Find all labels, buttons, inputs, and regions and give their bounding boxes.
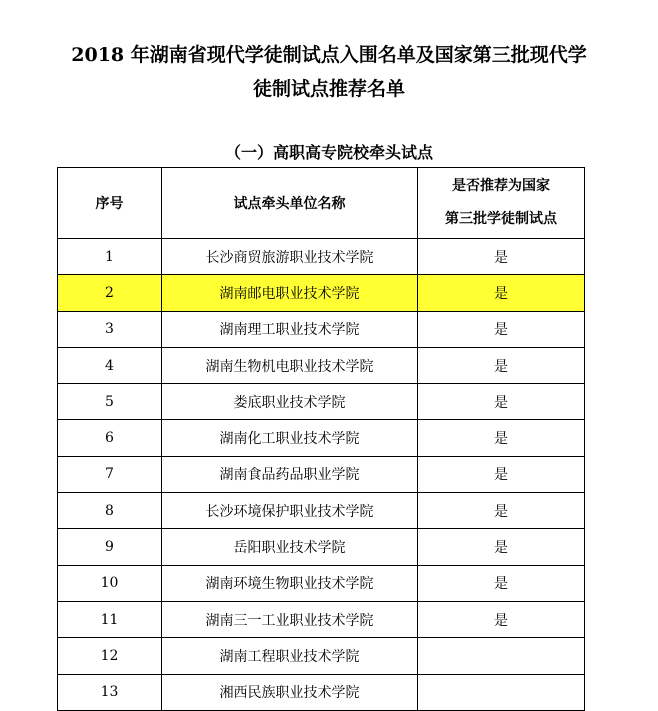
row-recommend-cell: 是 [418,275,585,311]
row-recommend-cell: 是 [418,384,585,420]
document-title [0,38,658,106]
row-name-cell: 娄底职业技术学院 [162,384,418,420]
table-row [58,347,585,383]
section-title: （一）高职高专院校牵头试点 [224,143,433,162]
table-row [58,529,585,565]
row-name-cell: 湘西民族职业技术学院 [162,674,418,710]
row-recommend-cell: 是 [418,493,585,529]
row-no-cell: 7 [58,456,162,492]
header-no: 序号 [58,168,162,239]
row-no-cell: 13 [58,674,162,710]
row-no-cell: 11 [58,601,162,637]
row-recommend-cell: 是 [418,347,585,383]
table-row [58,384,585,420]
row-recommend-cell: 是 [418,311,585,347]
table-body [58,239,585,711]
table-row [58,275,585,311]
row-name-cell: 湖南环境生物职业技术学院 [162,565,418,601]
row-recommend-cell: 是 [418,420,585,456]
table-row [58,311,585,347]
row-no-cell: 12 [58,638,162,674]
row-name-cell: 湖南工程职业技术学院 [162,638,418,674]
row-name-cell: 湖南理工职业技术学院 [162,311,418,347]
pilot-list-table [57,167,585,711]
row-recommend-cell [418,674,585,710]
row-name-cell: 湖南化工职业技术学院 [162,420,418,456]
row-name-cell: 长沙环境保护职业技术学院 [162,493,418,529]
table-row [58,239,585,275]
row-no-cell: 5 [58,384,162,420]
row-recommend-cell: 是 [418,601,585,637]
table-row [58,638,585,674]
header-recommend-line-2: 第三批学徒制试点 [445,211,557,227]
row-no-cell: 8 [58,493,162,529]
row-no-cell: 3 [58,311,162,347]
title-line-1: 2018 年湖南省现代学徒制试点入围名单及国家第三批现代学 [71,44,587,66]
table-header-row [58,168,585,239]
row-name-cell: 湖南邮电职业技术学院 [162,275,418,311]
row-no-cell: 6 [58,420,162,456]
title-line-2: 徒制试点推荐名单 [252,78,405,100]
row-recommend-cell [418,638,585,674]
row-no-cell: 2 [58,275,162,311]
row-no-cell: 10 [58,565,162,601]
row-name-cell: 湖南生物机电职业技术学院 [162,347,418,383]
row-recommend-cell: 是 [418,529,585,565]
table-row [58,420,585,456]
row-name-cell: 长沙商贸旅游职业技术学院 [162,239,418,275]
header-recommend [418,168,585,239]
table-row [58,565,585,601]
table-row [58,601,585,637]
row-name-cell: 岳阳职业技术学院 [162,529,418,565]
row-recommend-cell: 是 [418,239,585,275]
row-recommend-cell: 是 [418,456,585,492]
row-no-cell: 1 [58,239,162,275]
row-recommend-cell: 是 [418,565,585,601]
table-row [58,674,585,710]
table-row [58,456,585,492]
row-name-cell: 湖南食品药品职业学院 [162,456,418,492]
row-name-cell: 湖南三一工业职业技术学院 [162,601,418,637]
row-no-cell: 9 [58,529,162,565]
row-no-cell: 4 [58,347,162,383]
header-recommend-line-1: 是否推荐为国家 [452,178,550,194]
header-name: 试点牵头单位名称 [162,168,418,239]
table-row [58,493,585,529]
